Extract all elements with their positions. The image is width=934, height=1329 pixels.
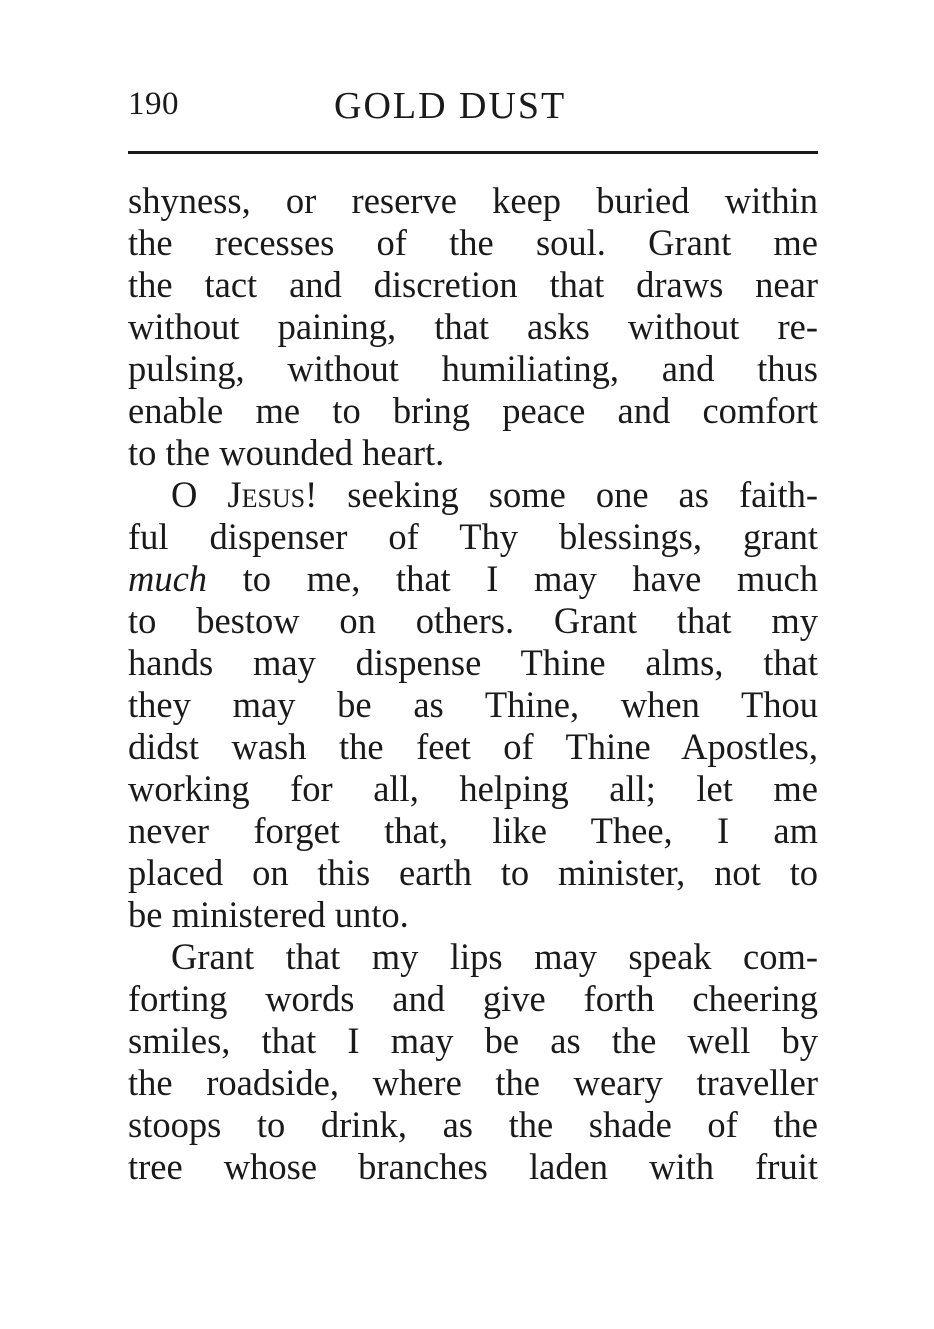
text-line: tree whose branches laden with fruit — [128, 1146, 818, 1187]
text-line: to the wounded heart. — [128, 432, 445, 473]
divine-name: Jesus — [227, 474, 306, 515]
text-line — [128, 558, 818, 600]
text-line: didst wash the feet of Thine Apostles, — [128, 726, 818, 767]
text-line: Grant that my lips may speak com- — [171, 936, 818, 977]
text-line: to bestow on others. Grant that my — [128, 600, 818, 641]
text-line: working for all, helping all; let me — [128, 768, 818, 809]
text-line: ful dispenser of Thy blessings, grant — [128, 516, 818, 557]
text-line: forting words and give forth cheering — [128, 978, 818, 1019]
text-line: enable me to bring peace and comfort — [128, 390, 818, 431]
text-line: be ministered unto. — [128, 894, 409, 935]
page-header — [128, 82, 818, 132]
header-rule — [128, 151, 818, 154]
text-line: never forget that, like Thee, I am — [128, 810, 818, 851]
text-line: they may be as Thine, when Thou — [128, 684, 818, 725]
text-line: the recesses of the soul. Grant me — [128, 222, 818, 263]
running-title: GOLD DUST — [334, 85, 567, 127]
emphasized-word: much — [128, 558, 208, 599]
text-line: stoops to drink, as the shade of the — [128, 1104, 818, 1145]
text-run: ! seeking some one as faith- — [305, 474, 818, 515]
text-line: hands may dispense Thine alms, that — [128, 642, 818, 683]
text-run: to me, that I may have much — [207, 558, 818, 599]
text-line: pulsing, without humiliating, and thus — [128, 348, 818, 389]
text-line: the roadside, where the weary traveller — [128, 1062, 818, 1103]
body-text — [128, 180, 818, 1188]
page-number: 190 — [128, 86, 179, 122]
text-line: placed on this earth to minister, not to — [128, 852, 818, 893]
text-line: shyness, or reserve keep buried within — [128, 180, 818, 221]
text-line: without paining, that asks without re- — [128, 306, 818, 347]
text-run: O — [171, 474, 228, 515]
text-line — [128, 474, 818, 516]
text-line: the tact and discretion that draws near — [128, 264, 818, 305]
text-line: smiles, that I may be as the well by — [128, 1020, 818, 1061]
